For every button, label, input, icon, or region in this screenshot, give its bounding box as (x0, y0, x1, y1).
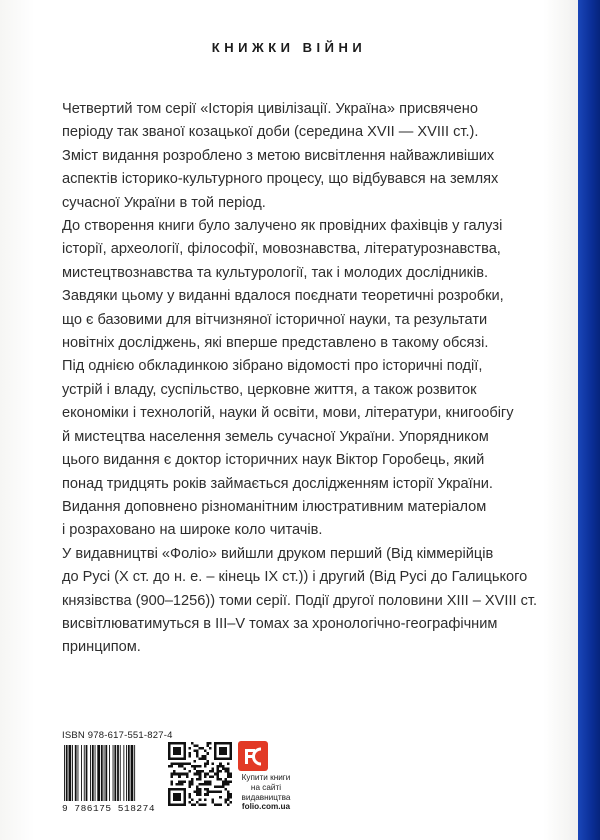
text-line: до Русі (X ст. до н. е. – кінець IX ст.)) і другий (Від Русі до Галицького (62, 569, 528, 586)
text-line: й мистецтва населення земель сучасної України. Упорядником (62, 428, 489, 445)
shop-line-3: видавництва (241, 792, 291, 802)
shop-url[interactable]: folio.com.ua (241, 802, 291, 812)
text-line: періоду так званої козацької доби (середина XVII — XVIII ст.). (62, 124, 479, 141)
text-line: сучасної України в той період. (62, 194, 266, 211)
text-line: Четвертий том серії «Історія цивілізації. Україна» присвячено (62, 101, 478, 117)
cover-spine-edge (578, 0, 600, 840)
text-line: що є базовими для вітчизняної історичної науки, та результати (62, 311, 488, 328)
isbn-block (62, 730, 173, 820)
text-line: князівства (900–1256)) томи серії. Події другої половини XIII – XVIII ст. (62, 592, 538, 609)
isbn-label: ISBN 978-617-551-827-4 (62, 730, 173, 741)
text-line: мистецтвознавства та культурології, так і молодих дослідників. (62, 264, 489, 281)
text-line: Зміст видання розроблено з метою висвітлення найважливіших (62, 147, 495, 164)
text-line: У видавництві «Фоліо» вийшли друком перший (Від кіммерійців (62, 545, 494, 562)
text-line: Завдяки цьому у виданні вдалося поєднати теоретичні розробки, (62, 288, 504, 305)
text-line: Видання доповнено різноманітним ілюстративним матеріалом (62, 498, 487, 515)
barcode-digits: 9 786175 518274 (62, 803, 156, 814)
shop-text (236, 773, 296, 812)
series-title: КНИЖКИ ВІЙНИ (211, 40, 367, 55)
barcode (62, 745, 162, 801)
text-line: новітніх досліджень, які вперше представлено в такому обсязі. (62, 335, 489, 352)
shop-line-1: Купити книги (241, 773, 291, 782)
text-line: принципом. (62, 639, 141, 656)
text-line: Під однією обкладинкою зібрано відомості про історичні події, (62, 358, 483, 375)
qr-code (168, 742, 232, 806)
text-line: аспектів історико-культурного процесу, що відбувався на землях (62, 171, 499, 188)
text-line: цього видання є доктор історичних наук Віктор Горобець, який (62, 452, 485, 469)
annotation-text (62, 98, 538, 660)
text-line: До створення книги було залучено як провідних фахівців у галузі (62, 218, 503, 235)
text-line: економіки і технологій, науки й освіти, мови, літератури, книгообігу (62, 405, 514, 422)
shop-line-2: на сайті (250, 782, 282, 792)
text-line: висвітлюватимуться в III–V томах за хронологічно-географічним (62, 615, 498, 632)
text-line: устрій і владу, суспільство, церковне життя, а також розвиток (62, 381, 477, 398)
text-line: історії, археології, філософії, мовознавства, літературознавства, (62, 241, 501, 258)
text-line: і розраховано на широке коло читачів. (62, 522, 323, 539)
text-line: понад тридцять років займається дослідженням історії України. (62, 475, 493, 492)
folio-logo (238, 741, 268, 771)
